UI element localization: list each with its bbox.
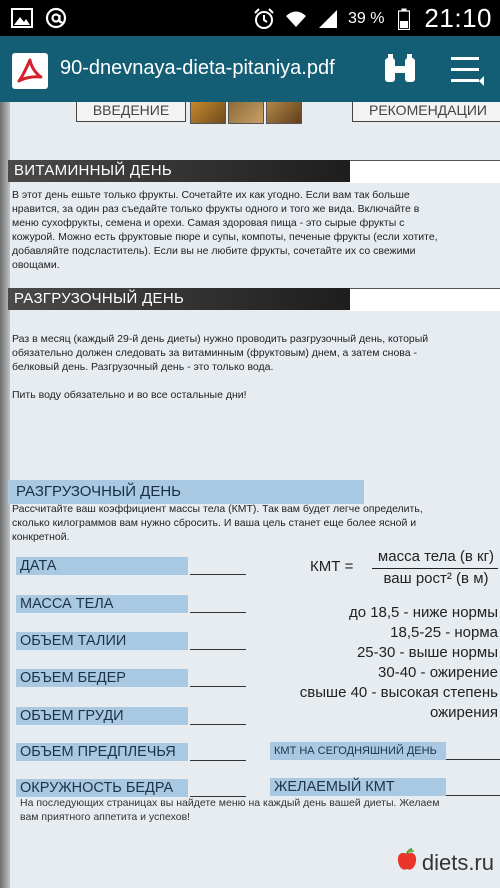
signal-icon [316,7,340,31]
app-bar [0,36,500,102]
field-line [190,724,246,725]
battery-icon [392,7,416,31]
norm-line: 25-30 - выше нормы [356,644,498,661]
field-label-weight: МАССА ТЕЛА [16,595,188,613]
pdf-icon[interactable] [12,53,48,89]
tab-recommendations: РЕКОМЕНДАЦИИ [352,102,500,122]
footer-text: На последующих страницах вы найдете меню на каждый день вашей диеты. Желаем вам приятного аппетита и успехов! [20,797,440,823]
clock: 21:10 [424,3,492,33]
pdf-page[interactable] [0,102,500,888]
binoculars-icon[interactable] [382,54,418,86]
section-heading: РАЗГРУЗОЧНЫЙ ДЕНЬ [8,480,364,504]
kmt-desired-label: ЖЕЛАЕМЫЙ КМТ [270,778,446,796]
field-label-thigh: ОКРУЖНОСТЬ БЕДРА [16,779,188,797]
section-text: В этот день ешьте только фрукты. Сочетайте их как угодно. Если вам так больше нравится, за один раз съедайте только фрукты одного и того же вида. Включайте в меню сухофрукты, семена и орехи. Самая здоровая пища - это сырые фрукты с кожурой. Можно есть фруктовые пюре и супы, компоты, печеные фрукты (если хотите, добавляйте подсластитель). Если вы не любите фрукты, сочетайте их со свежими овощами. [12,189,438,271]
field-line [190,574,246,575]
heading-rule [350,160,500,183]
norm-line: свыше 40 - высокая степень [299,684,498,701]
menu-icon[interactable] [448,54,484,86]
norm-line: до 18,5 - ниже нормы [348,604,498,621]
field-label-chest: ОБЪЕМ ГРУДИ [16,707,188,725]
kmt-denominator: ваш рост² (в м) [383,570,489,587]
wifi-icon [284,7,308,31]
field-line [190,686,246,687]
at-icon [44,6,68,30]
kmt-formula-label: КМТ = [310,558,354,575]
field-line [190,760,246,761]
norm-line: ожирения [429,704,498,721]
gallery-icon [10,6,34,30]
fraction-line [372,568,498,569]
section-text: Раз в месяц (каждый 29-й день диеты) нужно проводить разгрузочный день, который обязательно должен следовать за витаминным (фруктовым) днем, а затем снова - белковый день. Разгрузочный день - это только вода. Пить воду обязательно и во все остальные дни! [12,333,429,401]
section-heading: РАЗГРУЗОЧНЫЙ ДЕНЬ [8,288,354,310]
field-label-hips: ОБЪЕМ БЕДЕР [16,669,188,687]
field-label-waist: ОБЪЕМ ТАЛИИ [16,632,188,650]
tab-introduction: ВВЕДЕНИЕ [76,102,186,122]
field-label-date: ДАТА [16,557,188,575]
field-line [190,612,246,613]
battery-percent: 39 % [347,9,385,27]
norm-line: 30-40 - ожирение [378,664,498,681]
thumbnail-image [190,102,226,124]
field-line [446,759,500,760]
kmt-today-label: КМТ НА СЕГОДНЯШНИЙ ДЕНЬ [270,742,446,760]
document-title: 90-dnevnaya-dieta-pitaniya.pdf [60,57,335,79]
brand-watermark: diets.ru [396,848,494,878]
thumbnail-image [266,102,302,124]
norm-line: 18,5-25 - норма [390,624,498,641]
section-heading: ВИТАМИННЫЙ ДЕНЬ [8,160,354,182]
field-label-forearm: ОБЪЕМ ПРЕДПЛЕЧЬЯ [16,743,188,761]
thumbnail-image [228,102,264,124]
kmt-numerator: масса тела (в кг) [377,548,495,565]
alarm-icon [252,7,276,31]
heading-rule [350,288,500,311]
field-line [190,649,246,650]
status-bar [0,0,500,36]
section-text: Рассчитайте ваш коэффициент массы тела (КМТ). Так вам будет легче определить, сколько килограммов вам нужно сбросить. И ваша цель станет еще более ясной и конкретной. [12,503,423,543]
apple-icon [396,848,418,878]
